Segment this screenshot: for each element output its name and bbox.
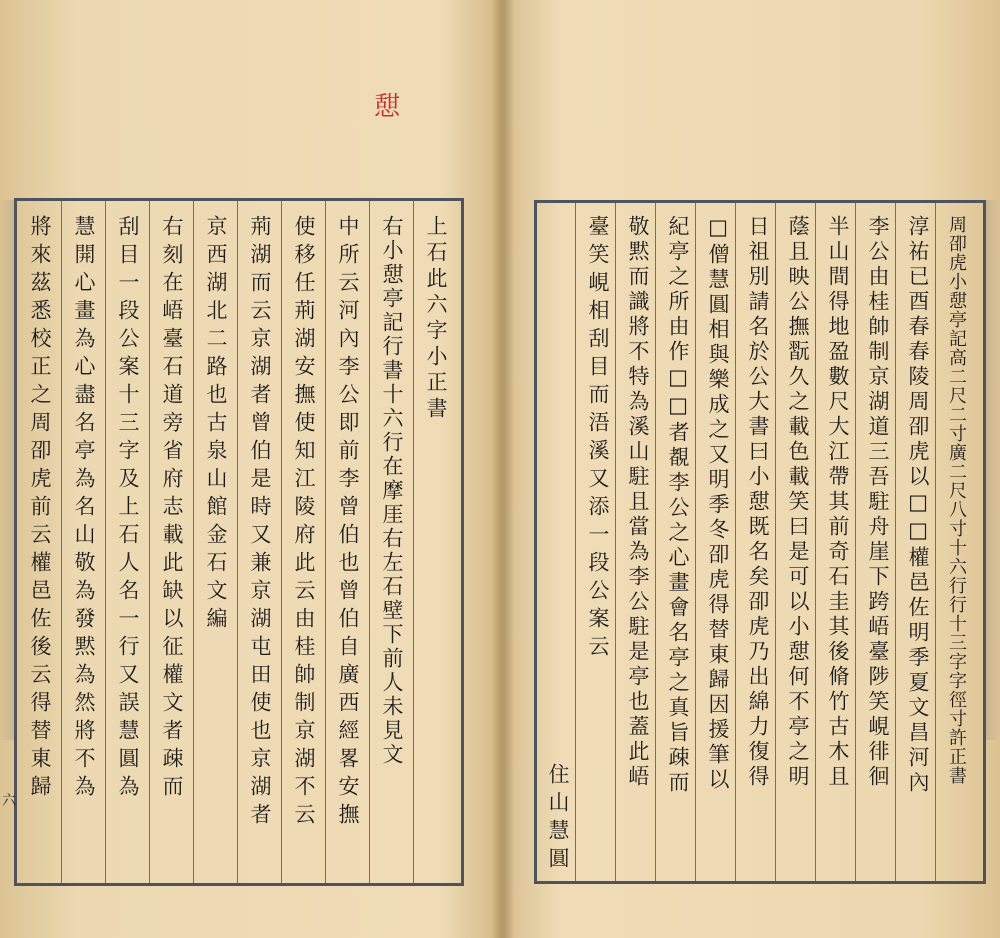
right-col-7: □僧慧圓相與樂成之又明季冬卲虎得替東歸因援筆以 xyxy=(706,215,730,793)
left-col-8: 刮目一段公案十三字及上石人名一行又誤慧圓為 xyxy=(116,215,140,803)
left-col-4: 使移任荊湖安撫使知江陵府此云由桂帥制京湖不云 xyxy=(292,215,316,831)
col-rule xyxy=(935,203,936,881)
left-top-mark: 憇 xyxy=(374,92,401,122)
right-page-edge xyxy=(986,200,1000,740)
col-rule xyxy=(281,201,282,883)
right-col-4: 半山間得地盈數尺大江帶其前奇石圭其後脩竹古木且 xyxy=(826,215,850,790)
right-col-8: 紀亭之所由作□□者覩李公之心畫會名亭之真旨疎而 xyxy=(666,215,690,796)
col-rule xyxy=(237,201,238,883)
col-rule xyxy=(149,201,150,883)
left-folio: 六 xyxy=(2,793,16,809)
col-rule xyxy=(369,201,370,883)
left-col-10: 將來茲悉校正之周卲虎前云權邑佐後云得替東歸 xyxy=(28,215,52,803)
col-rule xyxy=(895,203,896,881)
col-rule xyxy=(655,203,656,881)
right-page xyxy=(514,0,1000,938)
col-rule xyxy=(815,203,816,881)
left-page xyxy=(0,0,492,938)
right-col-10: 臺笑峴相刮目而浯溪又添一段公案云 xyxy=(586,215,610,663)
col-rule xyxy=(325,201,326,883)
left-col-3: 中所云河內李公即前李曾伯也曾伯自廣西經畧安撫 xyxy=(336,215,360,831)
left-col-2: 右小憇亭記行書十六行在摩厓右左石壁下前人未見文 xyxy=(380,215,404,767)
right-col-6: 日祖別請名於公大書曰小憇既名矣卲虎乃出綿力復得 xyxy=(746,215,770,790)
col-rule xyxy=(105,201,106,883)
right-text-frame xyxy=(534,200,986,884)
left-col-5: 荊湖而云京湖者曾伯是時又兼京湖屯田使也京湖者 xyxy=(248,215,272,831)
col-rule xyxy=(61,201,62,883)
col-rule xyxy=(413,201,414,883)
left-col-6: 京西湖北二路也古泉山館金石文編 xyxy=(204,215,228,635)
col-rule xyxy=(735,203,736,881)
left-col-9: 慧開心畫為心盡名亭為名山敬為發黙為然將不為 xyxy=(72,215,96,803)
right-col-5: 蔭且映公撫翫久之載色載笑曰是可以小憇何不亭之明 xyxy=(786,215,810,790)
left-col-1: 上石此六字小正書 xyxy=(424,215,448,423)
col-rule xyxy=(193,201,194,883)
right-col-1: 周卲虎小憇亭記高二尺二寸廣二尺八寸十六行行十三字字徑寸許正書 xyxy=(946,215,967,785)
left-text-frame xyxy=(14,198,464,886)
left-col-7: 右刻在峿臺石道旁省府志載此缺以征權文者疎而 xyxy=(160,215,184,803)
col-rule xyxy=(855,203,856,881)
right-col-11: 住山慧圓 xyxy=(546,763,570,875)
left-page-edge xyxy=(0,200,14,740)
book-gutter xyxy=(492,0,514,938)
right-col-9: 敬黙而識將不特為溪山駐且當為李公駐是亭也蓋此峿 xyxy=(626,215,650,790)
col-rule xyxy=(695,203,696,881)
col-rule xyxy=(615,203,616,881)
col-rule xyxy=(575,203,576,881)
col-rule xyxy=(775,203,776,881)
right-col-2: 淳祐已酉春春陵周卲虎以□□權邑佐明季夏文昌河內 xyxy=(906,215,930,796)
right-col-3: 李公由桂帥制京湖道三吾駐舟崖下跨峿臺陟笑峴徘徊 xyxy=(866,215,890,790)
